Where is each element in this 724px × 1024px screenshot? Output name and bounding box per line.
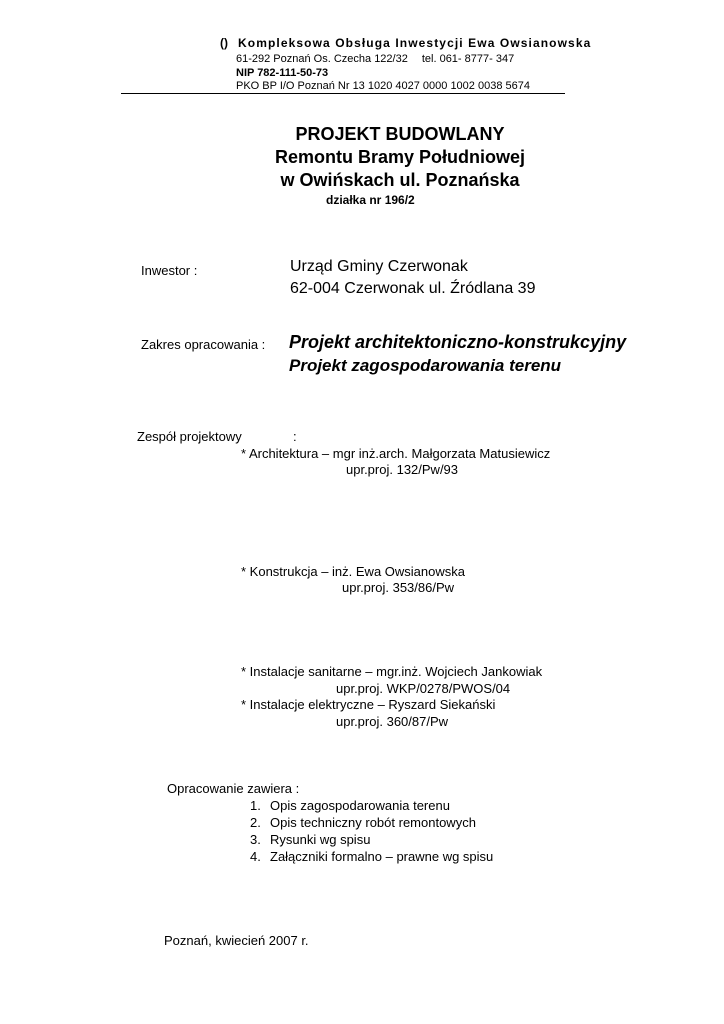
company-name-text: Kompleksowa Obsługa Inwestycji Ewa Owsianowska xyxy=(238,36,592,50)
contents-item-text: Rysunki wg spisu xyxy=(270,832,371,847)
contents-item xyxy=(250,815,476,830)
team-member-license: upr.proj. WKP/0278/PWOS/04 xyxy=(336,681,511,696)
scope-site-development: Projekt zagospodarowania terenu xyxy=(289,356,562,375)
contents-item-number: 4. xyxy=(250,849,261,864)
scope-architectural: Projekt architektoniczno-konstrukcyjny xyxy=(289,332,627,352)
document-subtitle: Remontu Bramy Południowej xyxy=(274,147,526,167)
contents-item-text: Załączniki formalno – prawne wg spisu xyxy=(270,849,494,864)
contents-label: Opracowanie zawiera : xyxy=(167,781,300,796)
team-member-electrical: * Instalacje elektryczne – Ryszard Siekański xyxy=(241,697,496,712)
contents-item-number: 1. xyxy=(250,798,261,813)
company-name xyxy=(220,36,591,50)
investor-name: Urząd Gminy Czerwonak xyxy=(290,258,468,275)
company-address-line xyxy=(236,53,514,65)
contents-item-text: Opis techniczny robót remontowych xyxy=(270,815,476,830)
company-bank-account: PKO BP I/O Poznań Nr 13 1020 4027 0000 1002 0038 5674 xyxy=(236,80,530,92)
scope-label: Zakres opracowania : xyxy=(141,337,266,352)
plot-number: działka nr 196/2 xyxy=(326,193,415,207)
team-member-license: upr.proj. 132/Pw/93 xyxy=(346,462,459,477)
team-member-construction: * Konstrukcja – inż. Ewa Owsianowska xyxy=(241,564,465,579)
team-member-license: upr.proj. 360/87/Pw xyxy=(336,714,449,729)
company-phone: tel. 061- 8777- 347 xyxy=(421,53,515,65)
contents-item xyxy=(250,849,493,864)
contents-item xyxy=(250,832,370,847)
team-label: Zespół projektowy xyxy=(137,429,242,444)
investor-address: 62-004 Czerwonak ul. Źródlana 39 xyxy=(290,280,536,297)
document-title: PROJEKT BUDOWLANY xyxy=(295,124,505,144)
document-location: w Owińskach ul. Poznańska xyxy=(280,170,520,190)
company-logo-icon: () xyxy=(220,36,228,50)
contents-item-number: 3. xyxy=(250,832,261,847)
company-nip: NIP 782-111-50-73 xyxy=(236,67,329,79)
team-member-license: upr.proj. 353/86/Pw xyxy=(342,580,455,595)
team-label-colon: : xyxy=(293,429,297,444)
place-and-date: Poznań, kwiecień 2007 r. xyxy=(164,933,309,948)
company-address: 61-292 Poznań Os. Czecha 122/32 xyxy=(236,53,408,65)
team-member-architecture: * Architektura – mgr inż.arch. Małgorzata Matusiewicz xyxy=(241,446,551,461)
contents-item-number: 2. xyxy=(250,815,261,830)
contents-item xyxy=(250,798,450,813)
contents-item-text: Opis zagospodarowania terenu xyxy=(270,798,450,813)
header-divider xyxy=(121,93,565,94)
team-member-sanitary: * Instalacje sanitarne – mgr.inż. Wojciech Jankowiak xyxy=(241,664,543,679)
investor-label: Inwestor : xyxy=(141,263,198,278)
